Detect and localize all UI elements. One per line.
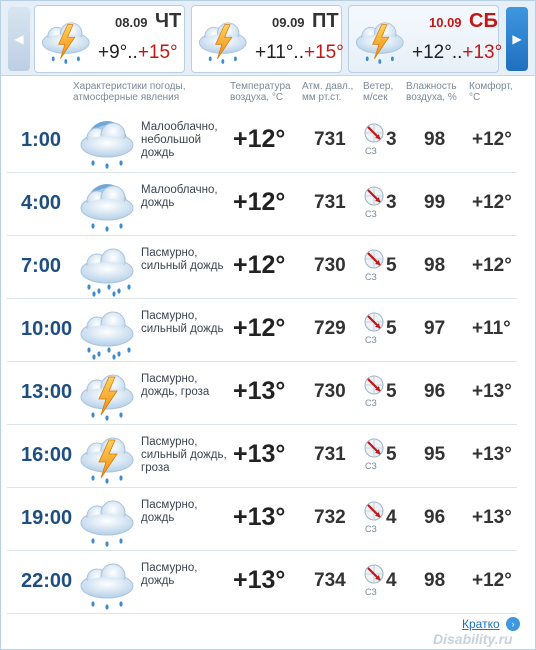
row-comfort: +11° xyxy=(472,318,511,339)
row-humidity: 98 xyxy=(424,255,446,276)
sun-cloud-rain-icon xyxy=(75,111,139,176)
wind-speed: 3 xyxy=(386,129,397,150)
row-wind xyxy=(363,500,407,540)
row-comfort: +12° xyxy=(472,192,512,213)
row-pressure: 731 xyxy=(314,444,346,465)
row-conditions: Малооблачно, дождь xyxy=(141,184,218,209)
wind-direction: СЗ xyxy=(365,398,377,408)
row-conditions: Малооблачно, небольшой дождь xyxy=(141,121,218,159)
wind-speed: 5 xyxy=(386,255,397,276)
row-time: 16:00 xyxy=(21,444,73,466)
row-temperature: +12° xyxy=(233,188,286,216)
cloud-rain-icon xyxy=(75,489,139,554)
storm-cloud-icon xyxy=(75,426,139,491)
chevron-right-circle-icon[interactable]: › xyxy=(506,617,520,631)
sun-cloud-rain-icon xyxy=(75,174,139,239)
row-pressure: 731 xyxy=(314,192,346,213)
cloud-rain-icon xyxy=(75,552,139,617)
day-tab-08.09[interactable] xyxy=(34,5,185,73)
day-of-week: ЧТ xyxy=(155,10,182,32)
storm-cloud-icon xyxy=(351,12,409,71)
row-wind xyxy=(363,185,407,225)
day-tab-10.09[interactable] xyxy=(348,5,503,73)
row-humidity: 95 xyxy=(424,444,446,465)
row-wind xyxy=(363,563,407,603)
row-comfort: +12° xyxy=(472,129,512,150)
forecast-row xyxy=(7,298,517,362)
row-temperature: +12° xyxy=(233,125,286,153)
day-temperature-range: +11°..+15° xyxy=(255,42,344,63)
row-conditions: Пасмурно, дождь xyxy=(141,499,198,524)
wind-speed: 3 xyxy=(386,192,397,213)
day-min-temp: +11° xyxy=(255,42,294,63)
wind-speed: 5 xyxy=(386,381,397,402)
storm-cloud-icon xyxy=(37,12,95,71)
wind-direction: СЗ xyxy=(365,461,377,471)
row-pressure: 730 xyxy=(314,381,346,402)
row-temperature: +13° xyxy=(233,503,286,531)
row-humidity: 97 xyxy=(424,318,446,339)
row-wind xyxy=(363,122,407,162)
chevron-right-icon: ▶ xyxy=(512,32,522,46)
wind-direction: СЗ xyxy=(365,587,377,597)
row-pressure: 730 xyxy=(314,255,346,276)
row-wind xyxy=(363,248,407,288)
row-comfort: +13° xyxy=(472,507,512,528)
day-max-temp: +15° xyxy=(303,42,344,63)
row-comfort: +12° xyxy=(472,570,512,591)
day-date: 10.09 xyxy=(429,15,462,30)
storm-cloud-icon xyxy=(75,363,139,428)
wind-direction: СЗ xyxy=(365,146,377,156)
prev-day-button[interactable] xyxy=(8,7,30,71)
row-time: 22:00 xyxy=(21,570,73,592)
row-conditions: Пасмурно, дождь, гроза xyxy=(141,373,210,398)
row-pressure: 729 xyxy=(314,318,346,339)
column-header-comfort: Комфорт, °С xyxy=(469,81,513,103)
row-comfort: +12° xyxy=(472,255,512,276)
row-wind xyxy=(363,437,407,477)
brief-view-link[interactable]: Кратко xyxy=(462,617,500,631)
row-conditions: Пасмурно, сильный дождь xyxy=(141,310,224,335)
wind-speed: 5 xyxy=(386,318,397,339)
row-comfort: +13° xyxy=(472,381,512,402)
row-humidity: 98 xyxy=(424,570,446,591)
day-min-temp: +12° xyxy=(412,42,452,63)
row-time: 10:00 xyxy=(21,318,73,340)
wind-speed: 5 xyxy=(386,444,397,465)
wind-direction: СЗ xyxy=(365,209,377,219)
row-wind xyxy=(363,311,407,351)
wind-speed: 4 xyxy=(386,570,397,591)
forecast-row xyxy=(7,172,517,236)
row-conditions: Пасмурно, дождь xyxy=(141,562,198,587)
row-time: 1:00 xyxy=(21,129,62,151)
day-max-temp: +15° xyxy=(137,42,178,63)
row-humidity: 99 xyxy=(424,192,446,213)
row-pressure: 732 xyxy=(314,507,346,528)
wind-direction: СЗ xyxy=(365,272,377,282)
forecast-row xyxy=(7,235,517,299)
day-tab-09.09[interactable] xyxy=(191,5,342,73)
forecast-row xyxy=(7,550,517,614)
day-of-week: СБ xyxy=(469,10,498,32)
row-time: 13:00 xyxy=(21,381,73,403)
forecast-row xyxy=(7,487,517,551)
row-pressure: 734 xyxy=(314,570,346,591)
forecast-row xyxy=(7,361,517,425)
row-humidity: 98 xyxy=(424,129,446,150)
row-conditions: Пасмурно, сильный дождь xyxy=(141,247,224,272)
row-temperature: +13° xyxy=(233,566,286,594)
row-temperature: +12° xyxy=(233,251,286,279)
row-humidity: 96 xyxy=(424,381,446,402)
column-header-wind: Ветер, м/сек xyxy=(363,81,394,103)
wind-speed: 4 xyxy=(386,507,397,528)
wind-direction: СЗ xyxy=(365,524,377,534)
column-header-conditions: Характеристики погоды, атмосферные явления xyxy=(73,81,186,103)
wind-direction: СЗ xyxy=(365,335,377,345)
row-temperature: +13° xyxy=(233,440,286,468)
day-temperature-range: +9°..+15° xyxy=(98,42,178,63)
day-min-temp: +9° xyxy=(98,42,128,63)
chevron-left-icon: ◀ xyxy=(14,32,24,46)
storm-cloud-icon xyxy=(194,12,252,71)
row-time: 4:00 xyxy=(21,192,62,214)
cloud-heavy-rain-icon xyxy=(75,237,139,302)
day-max-temp: +13° xyxy=(462,42,503,63)
day-date: 08.09 xyxy=(115,15,148,30)
cloud-heavy-rain-icon xyxy=(75,300,139,365)
row-conditions: Пасмурно, сильный дождь, гроза xyxy=(141,436,227,474)
next-day-button[interactable] xyxy=(506,7,528,71)
row-temperature: +13° xyxy=(233,377,286,405)
day-of-week: ПТ xyxy=(312,10,339,32)
column-header-humidity: Влажность воздуха, % xyxy=(406,81,457,103)
day-selector xyxy=(1,1,535,76)
forecast-row xyxy=(7,424,517,488)
row-comfort: +13° xyxy=(472,444,512,465)
column-header-temperature: Температура воздуха, °С xyxy=(230,81,291,103)
row-pressure: 731 xyxy=(314,129,346,150)
day-temperature-range: +12°..+13° xyxy=(412,42,503,63)
row-time: 19:00 xyxy=(21,507,73,529)
row-humidity: 96 xyxy=(424,507,446,528)
day-date: 09.09 xyxy=(272,15,305,30)
watermark: Disability.ru xyxy=(433,631,513,647)
row-time: 7:00 xyxy=(21,255,62,277)
row-temperature: +12° xyxy=(233,314,286,342)
row-wind xyxy=(363,374,407,414)
column-header-pressure: Атм. давл., мм рт.ст. xyxy=(302,81,354,103)
forecast-row xyxy=(7,109,517,173)
